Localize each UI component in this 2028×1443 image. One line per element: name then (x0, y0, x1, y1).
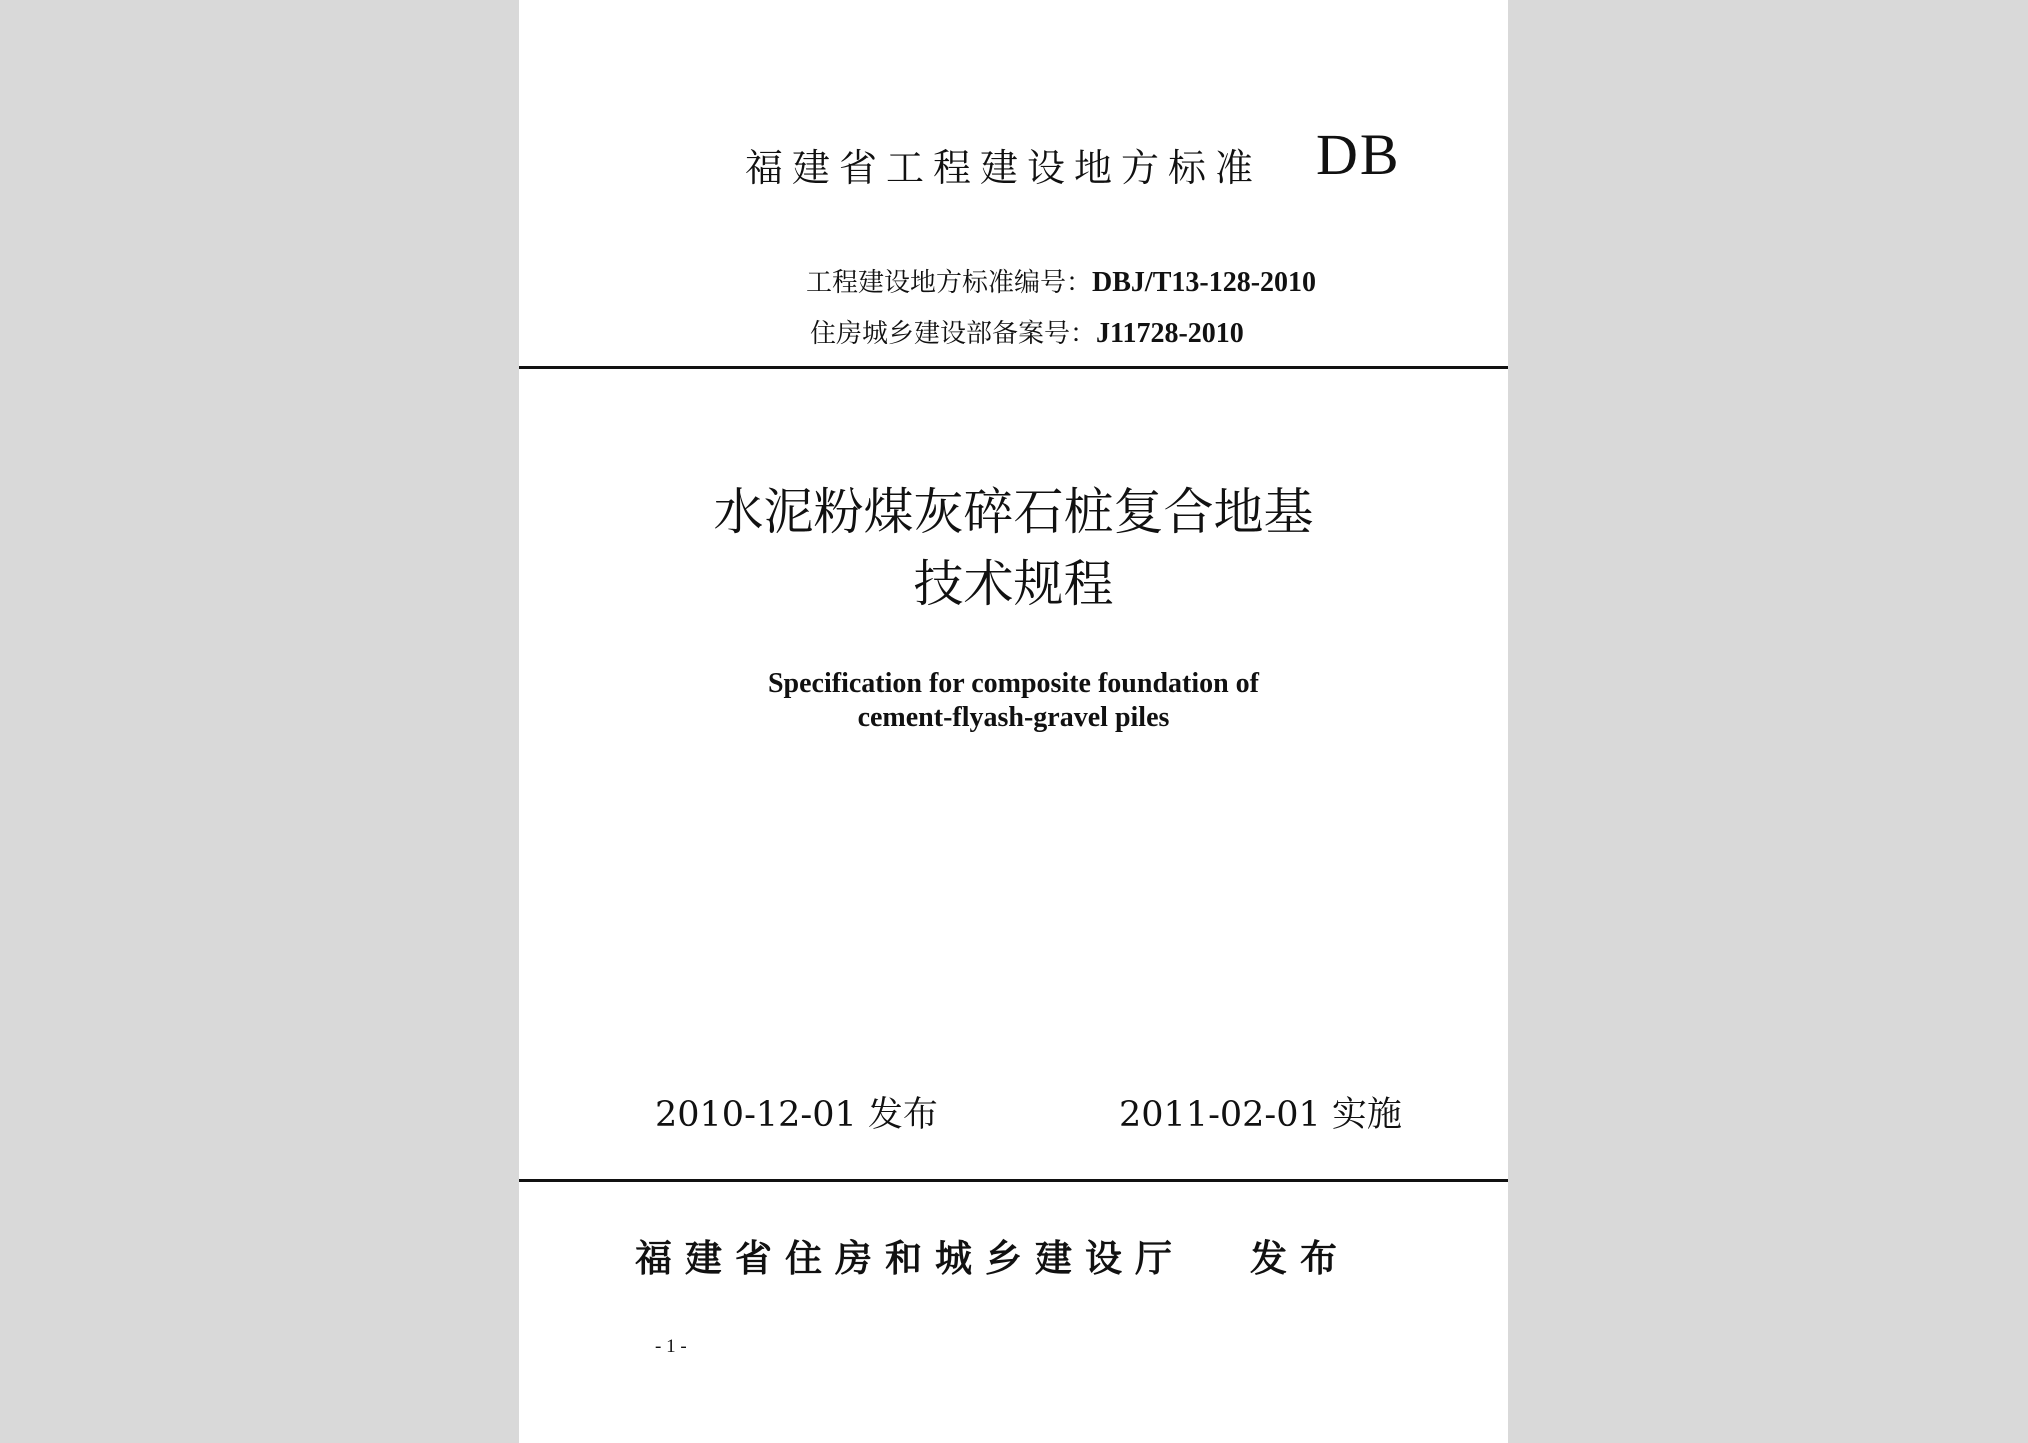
publish-verb: 发布 (1250, 1237, 1350, 1280)
document-page (519, 0, 1508, 1443)
standard-number-label: 工程建设地方标准编号： (806, 268, 1093, 298)
english-title-line-2: cement-flyash-gravel piles (857, 702, 1170, 733)
top-divider (519, 366, 1508, 369)
chinese-title-line-2: 技术规程 (913, 555, 1114, 613)
standard-series-title: 福建省工程建设地方标准 (745, 146, 1263, 190)
publisher-name: 福建省住房和城乡建设厅 (635, 1237, 1185, 1280)
record-number-line (810, 313, 1244, 350)
standard-number-value: DBJ/T13-128-2010 (1092, 267, 1317, 298)
chinese-title-line-1: 水泥粉煤灰碎石桩复合地基 (713, 483, 1314, 541)
issue-date: 2010-12-01 发布 (655, 1095, 938, 1135)
category-code: DB (1316, 122, 1401, 187)
record-number-label: 住房城乡建设部备案号： (810, 319, 1097, 349)
record-number-value: J11728-2010 (1096, 318, 1244, 349)
page-number: - 1 - (655, 1336, 687, 1357)
english-title-line-1: Specification for composite foundation of (767, 668, 1260, 699)
standard-number-line (806, 262, 1316, 299)
implementation-date: 2011-02-01 实施 (1119, 1095, 1402, 1135)
bottom-divider (519, 1179, 1508, 1182)
